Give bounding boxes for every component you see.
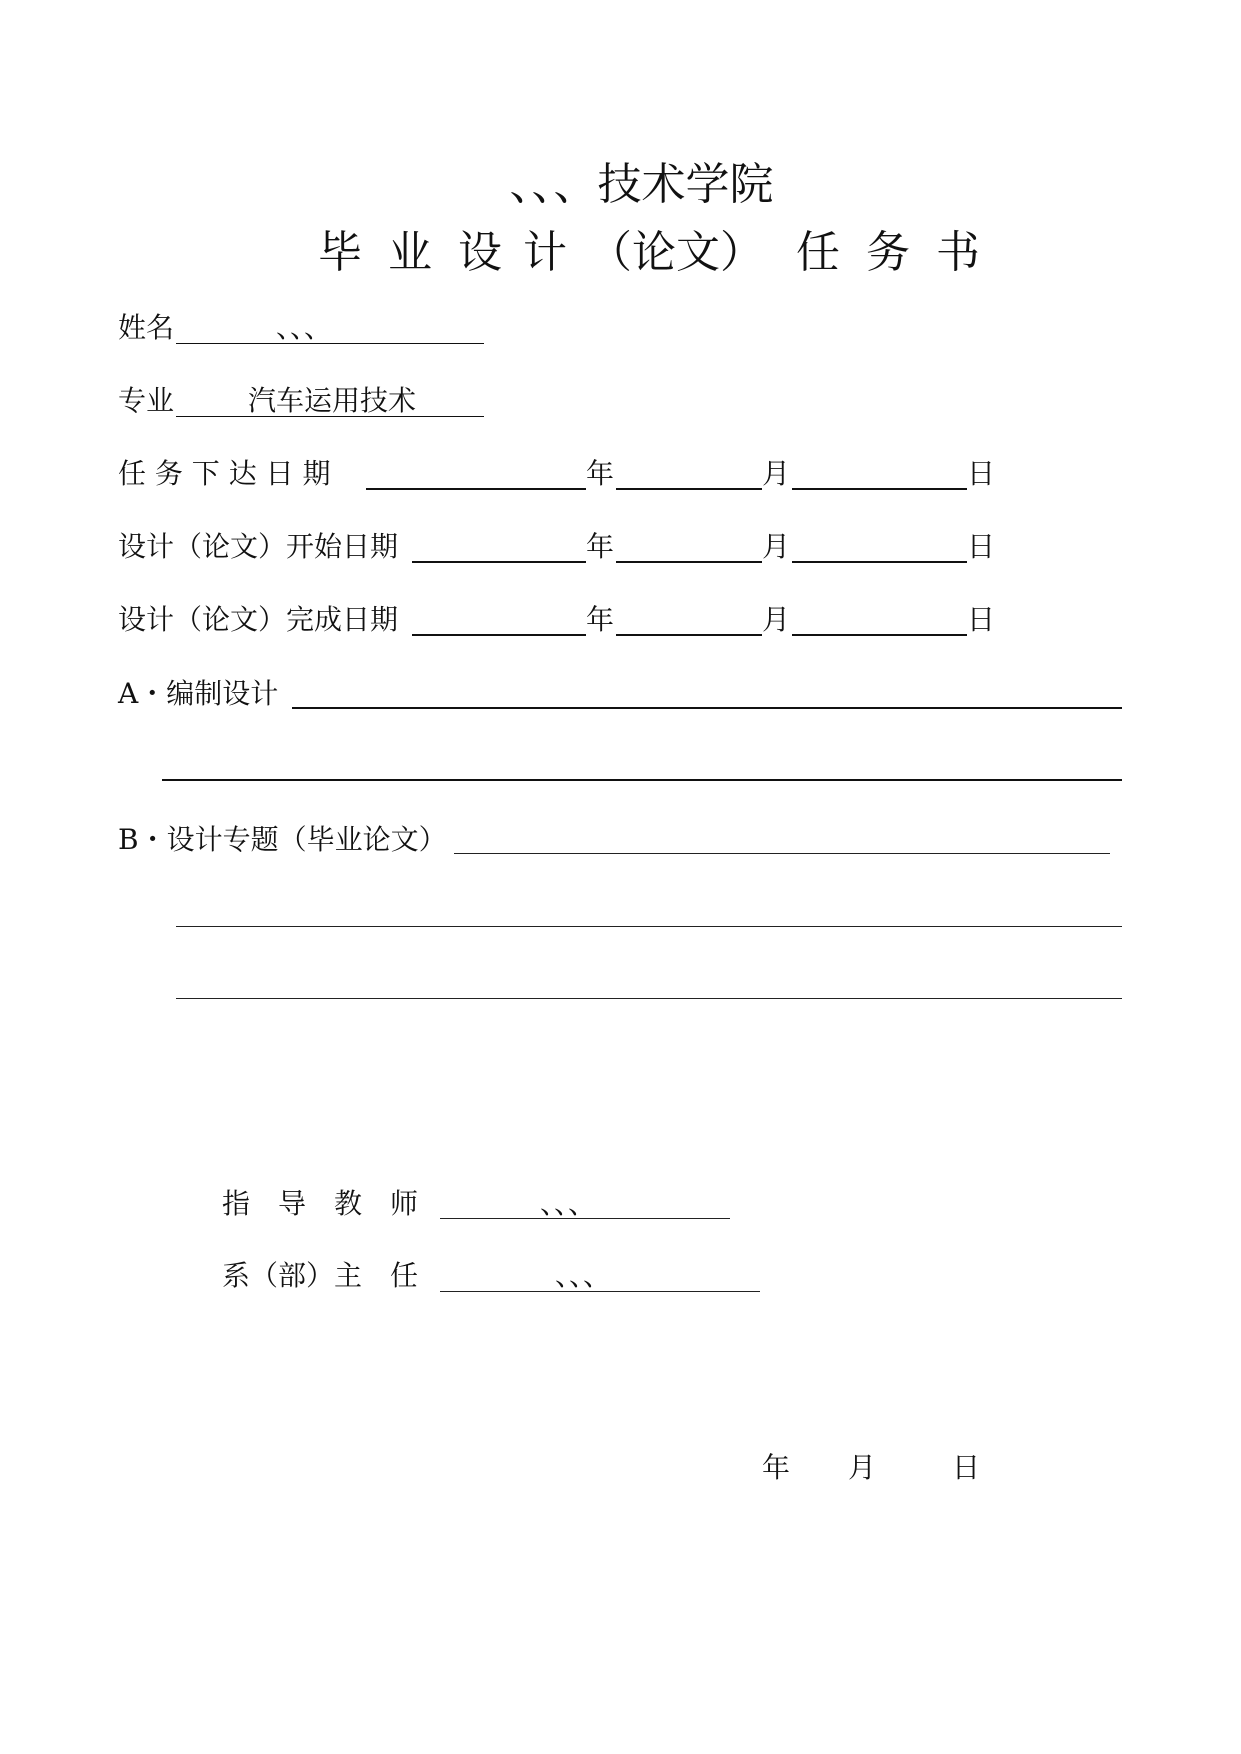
issue-month-line[interactable] <box>616 488 762 490</box>
section-b-line-2[interactable] <box>176 926 1122 927</box>
name-label: 姓名 <box>118 311 175 344</box>
title-char: 设 <box>458 227 502 278</box>
title-char: 任 <box>796 227 840 278</box>
finish-day-line[interactable] <box>792 634 967 636</box>
finish-day-unit: 日 <box>967 603 996 636</box>
title-char: （论文） <box>588 227 764 278</box>
finish-month-unit: 月 <box>762 603 791 636</box>
finish-year-unit: 年 <box>586 603 615 636</box>
dept-head-label: 系（部）主 任 <box>222 1259 419 1292</box>
title-char: 业 <box>388 227 432 278</box>
footer-month: 月 <box>848 1451 877 1484</box>
finish-date-label: 设计（论文）完成日期 <box>118 603 399 636</box>
title-char: 计 <box>523 227 567 278</box>
start-month-line[interactable] <box>616 561 762 563</box>
start-year-unit: 年 <box>586 530 615 563</box>
section-a-label: A・编制设计 <box>118 677 279 710</box>
start-date-label: 设计（论文）开始日期 <box>118 530 399 563</box>
section-b-label: B・设计专题（毕业论文） <box>118 823 447 856</box>
start-month-unit: 月 <box>762 530 791 563</box>
major-label: 专业 <box>118 384 175 417</box>
finish-year-line[interactable] <box>412 634 586 636</box>
start-year-line[interactable] <box>412 561 586 563</box>
start-day-line[interactable] <box>792 561 967 563</box>
school-title: 、、、技术学院 <box>509 159 774 210</box>
issue-day-unit: 日 <box>967 457 996 490</box>
title-char: 务 <box>866 227 910 278</box>
issue-month-unit: 月 <box>762 457 791 490</box>
start-day-unit: 日 <box>967 530 996 563</box>
advisor-value[interactable]: 、、、 <box>540 1187 597 1220</box>
section-b-line-3[interactable] <box>176 998 1122 999</box>
title-char: 书 <box>936 227 980 278</box>
dept-head-value[interactable]: 、、、 <box>555 1259 612 1292</box>
section-a-line-2[interactable] <box>162 779 1122 781</box>
issue-day-line[interactable] <box>792 488 967 490</box>
section-b-line-1[interactable] <box>454 853 1110 854</box>
issue-year-unit: 年 <box>586 457 615 490</box>
issue-year-line[interactable] <box>366 488 586 490</box>
finish-month-line[interactable] <box>616 634 762 636</box>
advisor-label: 指 导 教 师 <box>222 1187 419 1220</box>
footer-year: 年 <box>762 1451 791 1484</box>
title-char: 毕 <box>318 227 362 278</box>
section-a-line-1[interactable] <box>292 707 1122 709</box>
footer-day: 日 <box>952 1451 981 1484</box>
issue-date-label: 任 务 下 达 日 期 <box>118 457 331 490</box>
major-value[interactable]: 汽车运用技术 <box>248 384 417 417</box>
name-value[interactable]: 、、、 <box>276 311 333 344</box>
